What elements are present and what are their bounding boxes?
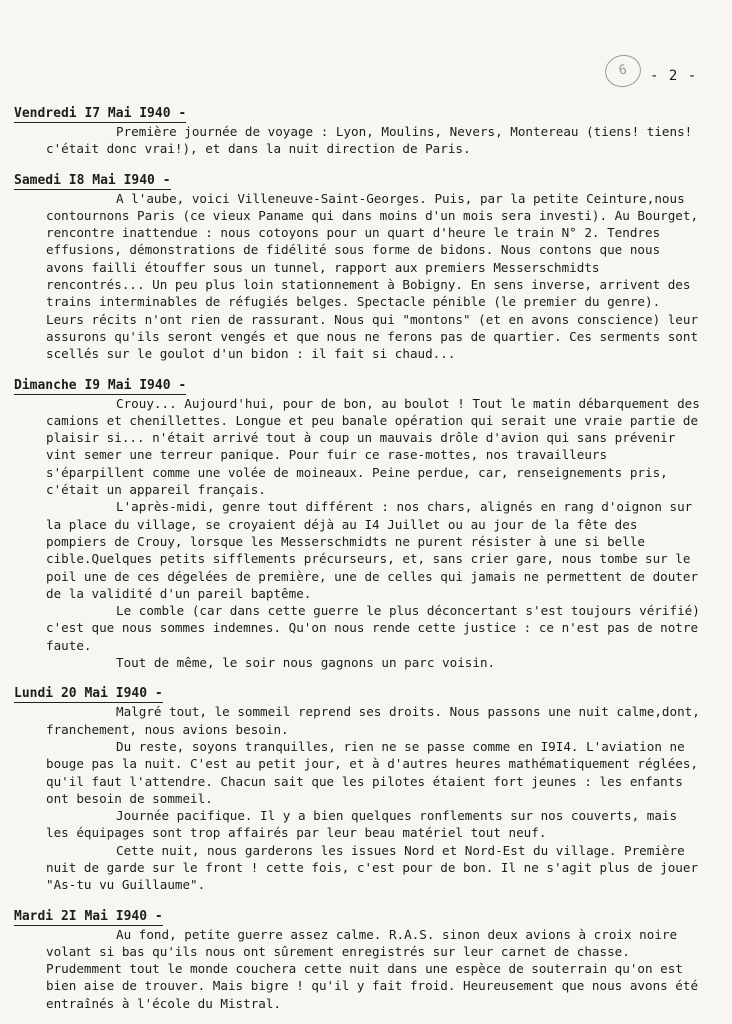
diary-entry [0, 682, 732, 893]
diary-entry [0, 169, 732, 363]
entry-paragraph: L'après-midi, genre tout différent : nos chars, alignés en rang d'oignon sur la place du village, se croyaient déjà au I4 Juillet ou au jour de la fête des pompiers de Crouy, lorsque les Messerschmidts ne purent résister à une si belle cible.Quelques petits sifflements précurseurs, et, sans crier gare, nous tombe sur le poil une de ces dégelées de première, une de celles qui jamais ne permettent de douter de la validité d'un pareil baptême. [46, 499, 699, 601]
entry-paragraph: Tout de même, le soir nous gagnons un parc voisin. [116, 655, 496, 671]
entry-date: Mardi 2I Mai I940 - [14, 908, 163, 924]
entry-paragraph: Malgré tout, le sommeil reprend ses droits. Nous passons une nuit calme,dont, franchement, nous avions besoin. [46, 704, 700, 737]
entry-date: Samedi I8 Mai I940 - [14, 172, 171, 188]
entry-paragraph: Crouy... Aujourd'hui, pour de bon, au boulot ! Tout le matin débarquement des camions et chenillettes. Longue et peu banale opération qui serait une vraie partie de plaisir si... n'était arrivé tout à coup un mauvais drôle d'avion qui sans prévenir vint semer une terreur panique. Pour fuir ce rase-mottes, nos travailleurs s'éparpillent comme une volée de moineaux. Peine perdue, car, renseignements pris, c'était un appareil français. [46, 395, 700, 498]
entry-paragraph: Cette nuit, nous garderons les issues Nord et Nord-Est du village. Première nuit de garde sur le front ! cette fois, c'est pour de bon. Il ne s'agit plus de jouer "As-tu vu Guillaume". [46, 842, 699, 893]
diary-entry [0, 905, 732, 1012]
entry-date: Vendredi I7 Mai I940 - [14, 106, 187, 121]
entry-date: Dimanche I9 Mai I940 - [14, 377, 187, 393]
entry-paragraph: Journée pacifique. Il y a bien quelques ronflements sur nos couverts, mais les équipages sont trop affairés par leur beau matériel tout neuf. [46, 808, 678, 841]
entry-paragraph: Du reste, soyons tranquilles, rien ne se passe comme en I9I4. L'aviation ne bouge pas la nuit. C'est au petit jour, et à d'autres heures mathématiquement réglées, qu'il faut l'attendre. Chacun sait que les pilotes étaient fort jeunes : les enfants ont besoin de sommeil. [46, 738, 699, 806]
entry-paragraph: Première journée de voyage : Lyon, Moulins, Nevers, Montereau (tiens! tiens! c'était donc vrai!), et dans la nuit direction de Paris. [46, 124, 693, 157]
entry-paragraph: Le comble (car dans cette guerre le plus déconcertant s'est toujours vérifié) c'est que nous sommes indemnes. Qu'on nous rende cette justice : ce n'est pas de notre faute. [46, 603, 700, 653]
diary-entries [0, 102, 732, 1023]
diary-entry [0, 102, 732, 158]
entry-paragraph: Au fond, petite guerre assez calme. R.A.S. sinon deux avions à croix noire volant si bas qu'ils nous ont sûrement enregistrés sur leur carnet de chasse. Prudemment tout le monde couchera cette nuit dans une espèce de souterrain qu'on est bien aise de trouver. Mais bigre ! qu'il y fait froid. Heureusement que nous avons été entraînés à l'école du Mistral. [46, 926, 699, 1011]
page-number: - 2 - [650, 68, 698, 84]
entry-paragraph: A l'aube, voici Villeneuve-Saint-Georges. Puis, par la petite Ceinture,nous contournons Paris (ce vieux Paname qui dans moins d'un mois sera investi). Au Bourget, rencontre inattendue : nous cotoyons pour un quart d'heure le train N° 2. Tendres effusions, démonstrations de fidélité sous forme de bidons. Nous contons que nous avons failli étouffer sous un tunnel, rapport aux premiers Messerschmidts rencontrés... Un peu plus loin stationnement à Bobigny. En sens inverse, arrivent des trains interminables de réfugiés belges. Spectacle pénible (le premier du genre). Leurs récits n'ont rien de rassurant. Nous qui "montons" (et en avons conscience) leur assurons qu'ils seront vengés et que nous ne ferons pas de quartier. Ces serments sont scellés sur le goulot d'un bidon : il fait si chaud... [46, 190, 699, 362]
entry-date: Lundi 20 Mai I940 - [14, 686, 163, 702]
diary-entry [0, 374, 732, 672]
page-stamp: 6 [602, 52, 644, 91]
